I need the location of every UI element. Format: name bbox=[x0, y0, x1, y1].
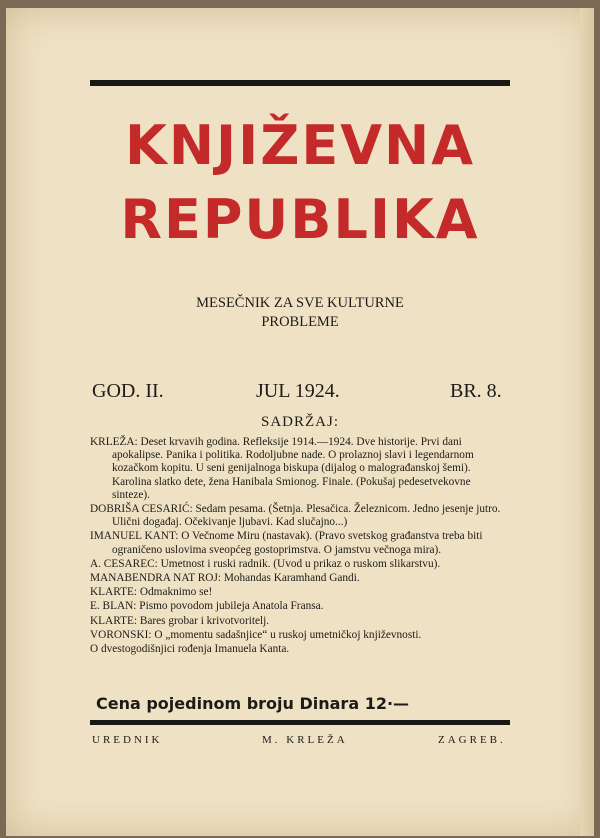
issue-year: GOD. II. bbox=[92, 380, 164, 402]
contents-entry bbox=[90, 586, 510, 599]
contents-heading: SADRŽAJ: bbox=[260, 414, 339, 430]
entry-text: O „momentu sadašnjice“ u ruskoj umetničkoj književnosti. bbox=[154, 628, 422, 641]
subtitle-line-1: MESEČNIK ZA SVE KULTURNE bbox=[196, 295, 404, 311]
entry-author: A. CESAREC: bbox=[90, 557, 158, 570]
entry-author: MANABENDRA NAT ROJ: bbox=[90, 572, 221, 585]
footer-city: ZAGREB. bbox=[438, 734, 506, 746]
contents-entry bbox=[90, 503, 510, 529]
contents-entry bbox=[90, 615, 510, 628]
contents-entry bbox=[90, 629, 510, 642]
entry-text: O dvestogodišnjici rođenja Imanuela Kanta. bbox=[90, 643, 290, 656]
entry-author: E. BLAN: bbox=[90, 600, 137, 613]
entry-author: IMANUEL KANT: bbox=[90, 530, 179, 543]
title-line-1: KNJIŽEVNA bbox=[124, 114, 476, 177]
entry-text: Mohandas Karamhand Gandi. bbox=[223, 572, 360, 585]
contents-entry bbox=[90, 530, 510, 556]
title-line-2: REPUBLIKA bbox=[120, 188, 480, 251]
entry-text: O Večnome Miru (nastavak). (Pravo svetskog građanstva treba biti ograničeno uslovima sveopćeg gostoprimstva. O jamstvu večnoga mira). bbox=[112, 530, 483, 556]
contents-entry bbox=[90, 643, 510, 656]
contents-list bbox=[90, 436, 510, 657]
entry-text: Sedam pesama. (Šetnja. Plesačica. Železnicom. Jedno jesenje jutro. Ulični događaj. Očekivanje ljubavi. Kad slučajno...) bbox=[112, 503, 501, 529]
contents-entry bbox=[90, 558, 510, 571]
entry-text: Umetnost i ruski radnik. (Uvod u prikaz o ruskom slikarstvu). bbox=[160, 557, 441, 570]
entry-text: Deset krvavih godina. Refleksije 1914.—1924. Dve historije. Prvi dani apokalipse. Panika i politika. Rodoljubne nade. O prolaznoj slavi i legendarnom kozačkom kopitu. U seni genijalnoga biskupa (dijalog o malograđanskoj šemi). Karolina slatko dete, žena Hanibala Smionog. Finale. (Pokušaj pedesetvekovne sinteze). bbox=[112, 436, 474, 501]
entry-author: VORONSKI: bbox=[90, 628, 152, 641]
entry-author: KRLEŽA: bbox=[90, 436, 138, 448]
entry-text: Odmaknimo se! bbox=[139, 586, 213, 599]
subtitle bbox=[0, 294, 600, 332]
footer-editor-name: M. KRLEŽA bbox=[262, 734, 348, 746]
issue-number: BR. 8. bbox=[450, 380, 502, 402]
entry-text: Bares grobar i krivotvoritelj. bbox=[139, 614, 270, 627]
subtitle-line-2: PROBLEME bbox=[261, 314, 339, 330]
issue-date: JUL 1924. bbox=[256, 380, 340, 402]
price-line: Cena pojedinom broju Dinara 12·— bbox=[96, 694, 410, 713]
contents-entry bbox=[90, 572, 510, 585]
bottom-rule bbox=[90, 720, 510, 725]
entry-author: KLARTE: bbox=[90, 586, 138, 599]
top-rule bbox=[90, 80, 510, 86]
entry-author: DOBRIŠA CESARIĆ: bbox=[90, 503, 193, 516]
contents-entry bbox=[90, 600, 510, 613]
footer-editor-label: UREDNIK bbox=[92, 734, 163, 746]
entry-author: KLARTE: bbox=[90, 614, 138, 627]
entry-text: Pismo povodom jubileja Anatola Fransa. bbox=[139, 600, 324, 613]
contents-entry bbox=[90, 436, 510, 502]
